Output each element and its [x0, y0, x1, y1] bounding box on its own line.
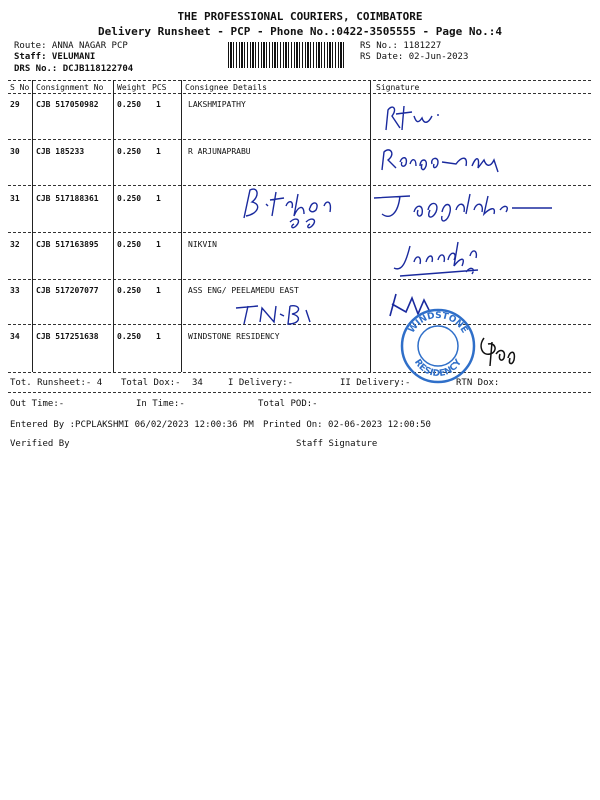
- row-weight: 0.250: [117, 332, 142, 341]
- row-consignment: CJB 517163895: [36, 240, 99, 249]
- consignee-handwriting-row-31: [236, 182, 356, 232]
- in-time: In Time:-: [136, 399, 185, 409]
- column-divider: [113, 80, 114, 372]
- row-weight: 0.250: [117, 147, 142, 156]
- signature-row-30: [376, 142, 526, 182]
- verified-by: Verified By: [10, 439, 70, 449]
- row-consignee: WINDSTONE RESIDENCY: [188, 332, 280, 341]
- header-pcs: PCS: [152, 83, 167, 92]
- row-consignee: ASS ENG/ PEELAMEDU EAST: [188, 286, 299, 295]
- barcode: [228, 42, 344, 68]
- stamp-text-bottom: RESIDENCY: [412, 357, 464, 380]
- row-consignment: CJB 517188361: [36, 194, 99, 203]
- row-sno: 30: [10, 147, 20, 156]
- column-divider: [181, 80, 182, 372]
- row-pcs: 1: [156, 194, 161, 203]
- windstone-stamp: [398, 306, 478, 386]
- row-pcs: 1: [156, 240, 161, 249]
- entered-by: Entered By :PCPLAKSHMI 06/02/2023 12:00:36 PM: [10, 420, 254, 430]
- rtn-dox-label: RTN Dox:: [456, 378, 500, 388]
- row-consignee: R ARJUNAPRABU: [188, 147, 251, 156]
- runsheet-subtitle: Delivery Runsheet - PCP - Phone No.:0422-3505555 - Page No.:4: [98, 25, 502, 38]
- out-time: Out Time:-: [10, 399, 65, 409]
- row-sno: 33: [10, 286, 20, 295]
- total-dox-value: 34: [192, 378, 203, 388]
- row-consignee: LAKSHMIPATHY: [188, 100, 246, 109]
- header-bottom-border: [8, 93, 591, 94]
- row-pcs: 1: [156, 147, 161, 156]
- row-divider: [8, 279, 591, 280]
- row-sno: 29: [10, 100, 20, 109]
- row-consignee: NIKVIN: [188, 240, 217, 249]
- total-pod: Total POD:-: [258, 399, 318, 409]
- row-consignment: CJB 517251638: [36, 332, 99, 341]
- row-pcs: 1: [156, 100, 161, 109]
- route-label: Route: ANNA NAGAR PCP: [14, 41, 128, 51]
- row-weight: 0.250: [117, 194, 142, 203]
- header-consignee: Consignee Details: [185, 83, 267, 92]
- signature-row-31: [370, 186, 560, 230]
- stamp-text-top: WINDSTONE: [406, 310, 470, 336]
- row-weight: 0.250: [117, 100, 142, 109]
- row-weight: 0.250: [117, 240, 142, 249]
- consignee-handwriting-row-33: [230, 300, 330, 328]
- rs-number: RS No.: 1181227: [360, 41, 442, 51]
- row-sno: 31: [10, 194, 20, 203]
- total-runsheet: Tot. Runsheet:- 4: [10, 378, 103, 388]
- row-sno: 32: [10, 240, 20, 249]
- i-delivery-label: I Delivery:-: [228, 378, 294, 388]
- table-top-border: [8, 80, 591, 81]
- staff-signature-label: Staff Signature: [296, 439, 378, 449]
- totals-divider: [8, 392, 591, 393]
- header-sno: S No: [10, 83, 30, 92]
- row-consignment: CJB 185233: [36, 147, 85, 156]
- company-title: THE PROFESSIONAL COURIERS, COIMBATORE: [177, 10, 423, 23]
- printed-on: Printed On: 02-06-2023 12:00:50: [263, 420, 431, 430]
- ii-delivery-label: II Delivery:-: [340, 378, 411, 388]
- total-dox-label: Total Dox:-: [121, 378, 181, 388]
- row-weight: 0.250: [117, 286, 142, 295]
- row-pcs: 1: [156, 332, 161, 341]
- header-consignment: Consignment No: [36, 83, 104, 92]
- header-weight: Weight: [117, 83, 146, 92]
- table-bottom-border: [8, 372, 591, 373]
- rs-date: RS Date: 02-Jun-2023: [360, 52, 469, 62]
- row-divider: [8, 232, 591, 233]
- row-consignment: CJB 517207077: [36, 286, 99, 295]
- signature-row-34: [474, 332, 524, 368]
- signature-row-32: [388, 232, 498, 282]
- drs-number: DRS No.: DCJB118122704: [14, 64, 134, 74]
- staff-label: Staff: VELUMANI: [14, 52, 96, 62]
- signature-row-29: [378, 100, 448, 136]
- row-sno: 34: [10, 332, 20, 341]
- row-consignment: CJB 517050982: [36, 100, 99, 109]
- column-divider: [32, 80, 33, 372]
- row-pcs: 1: [156, 286, 161, 295]
- header-signature: Signature: [376, 83, 420, 92]
- row-divider: [8, 139, 591, 140]
